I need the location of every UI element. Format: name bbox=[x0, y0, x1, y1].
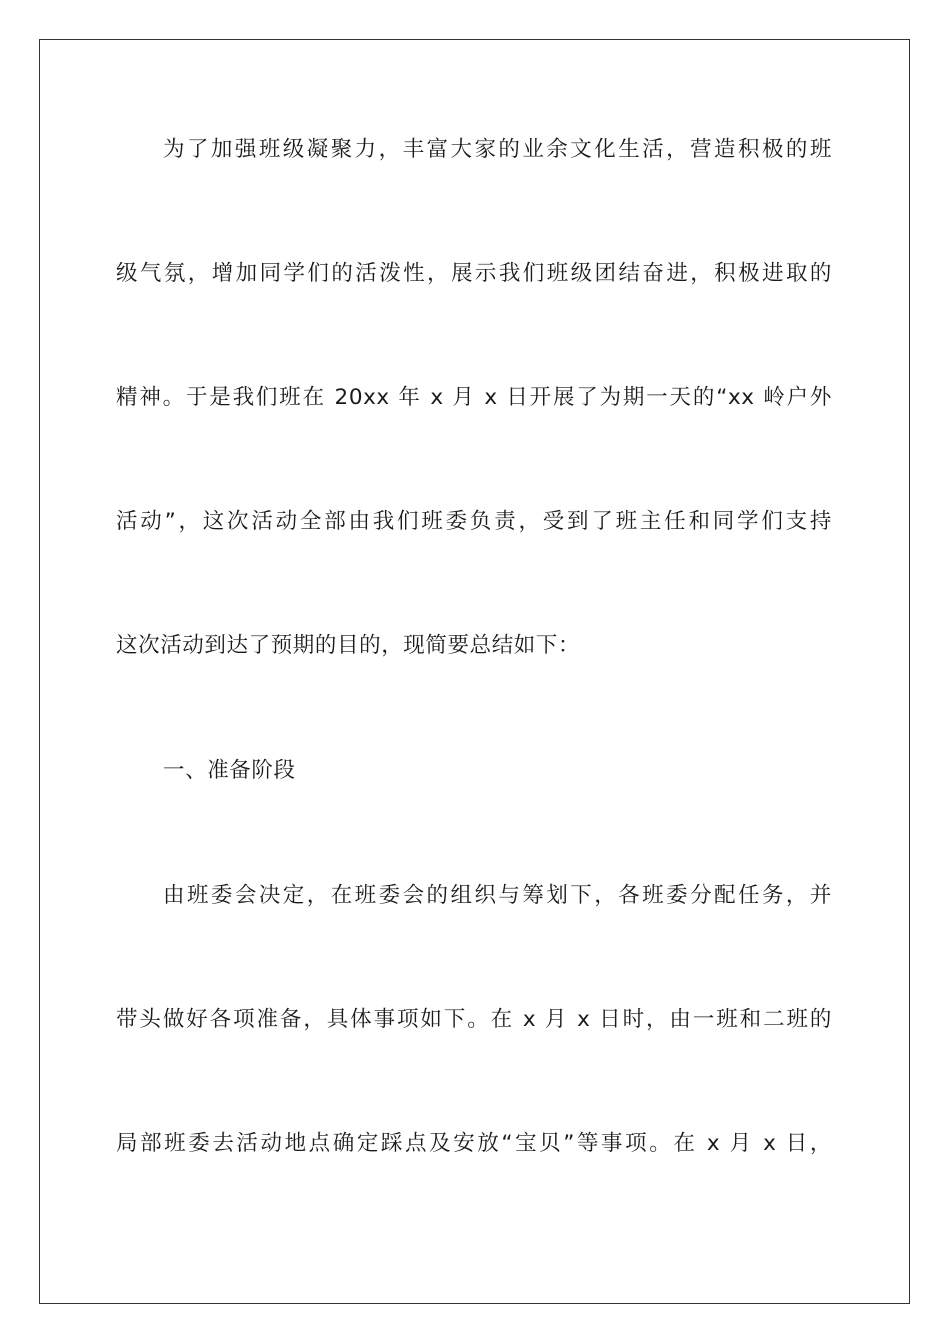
paragraph-1-line-1: 为了加强班级凝聚力，丰富大家的业余文化生活，营造积极的班 bbox=[163, 137, 832, 162]
section-heading: 一、准备阶段 bbox=[163, 758, 296, 783]
paragraph-1-line-4: 活动”，这次活动全部由我们班委负责，受到了班主任和同学们支持 bbox=[116, 509, 832, 534]
paragraph-2-line-2: 带头做好各项准备，具体事项如下。在 x 月 x 日时，由一班和二班的 bbox=[116, 1007, 832, 1032]
page-border bbox=[39, 39, 910, 1304]
paragraph-2-line-3: 局部班委去活动地点确定踩点及安放“宝贝”等事项。在 x 月 x 日， bbox=[116, 1131, 832, 1156]
paragraph-2-line-1: 由班委会决定，在班委会的组织与筹划下，各班委分配任务，并 bbox=[163, 883, 832, 908]
paragraph-1-line-2: 级气氛，增加同学们的活泼性，展示我们班级团结奋进，积极进取的 bbox=[116, 261, 832, 286]
paragraph-1-line-5: 这次活动到达了预期的目的，现简要总结如下： bbox=[116, 633, 581, 658]
paragraph-1-line-3: 精神。于是我们班在 20xx 年 x 月 x 日开展了为期一天的“xx 岭户外 bbox=[116, 385, 832, 410]
